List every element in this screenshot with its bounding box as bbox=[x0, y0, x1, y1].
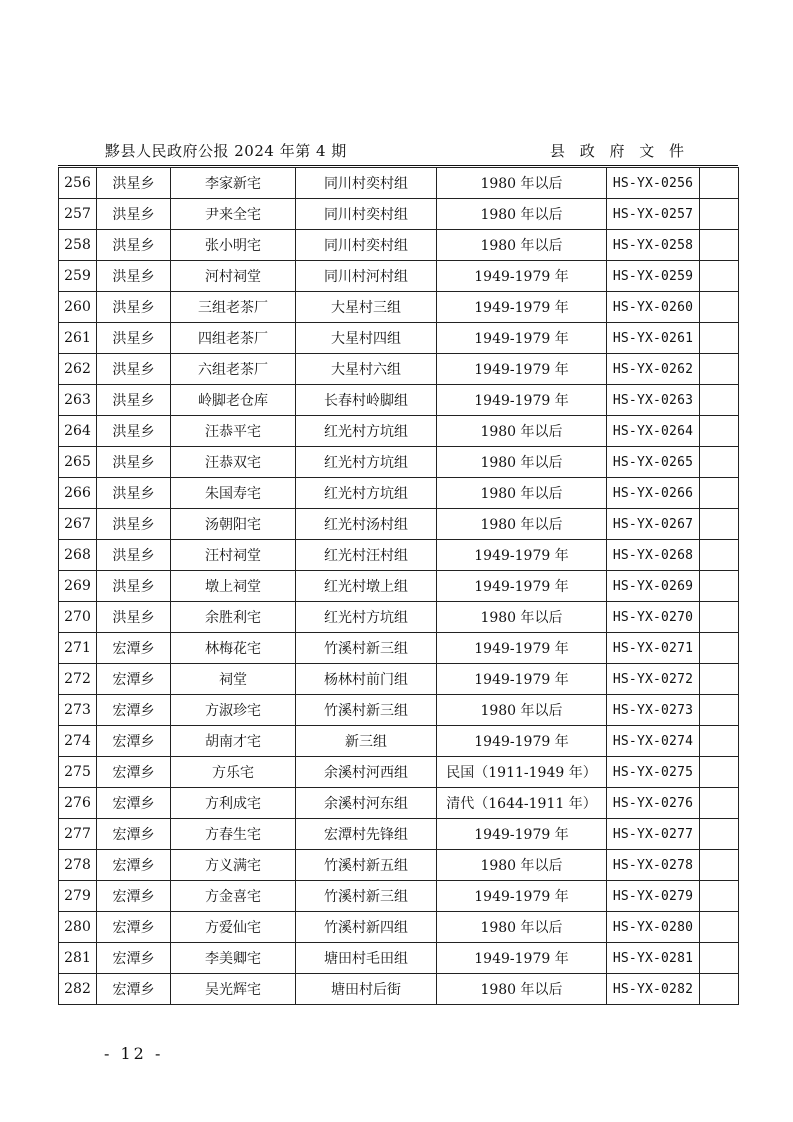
table-row bbox=[59, 571, 739, 602]
remark-cell bbox=[700, 943, 739, 974]
building-name-cell: 三组老茶厂 bbox=[171, 292, 296, 323]
building-name-cell: 朱国寿宅 bbox=[171, 478, 296, 509]
row-number: 259 bbox=[59, 261, 97, 292]
remark-cell bbox=[700, 726, 739, 757]
location-cell: 红光村墩上组 bbox=[296, 571, 437, 602]
code-cell: HS-YX-0267 bbox=[607, 509, 700, 540]
township-cell: 洪星乡 bbox=[97, 385, 171, 416]
location-cell: 红光村方坑组 bbox=[296, 447, 437, 478]
location-cell: 红光村汤村组 bbox=[296, 509, 437, 540]
table-row bbox=[59, 695, 739, 726]
building-name-cell: 汪恭平宅 bbox=[171, 416, 296, 447]
code-cell: HS-YX-0259 bbox=[607, 261, 700, 292]
remark-cell bbox=[700, 757, 739, 788]
row-number: 271 bbox=[59, 633, 97, 664]
row-number: 262 bbox=[59, 354, 97, 385]
building-name-cell: 胡南才宅 bbox=[171, 726, 296, 757]
table-row bbox=[59, 323, 739, 354]
township-cell: 洪星乡 bbox=[97, 168, 171, 199]
row-number: 274 bbox=[59, 726, 97, 757]
row-number: 270 bbox=[59, 602, 97, 633]
table-row bbox=[59, 261, 739, 292]
location-cell: 竹溪村新四组 bbox=[296, 912, 437, 943]
code-cell: HS-YX-0262 bbox=[607, 354, 700, 385]
building-name-cell: 方义满宅 bbox=[171, 850, 296, 881]
remark-cell bbox=[700, 571, 739, 602]
location-cell: 竹溪村新五组 bbox=[296, 850, 437, 881]
location-cell: 大星村六组 bbox=[296, 354, 437, 385]
location-cell: 竹溪村新三组 bbox=[296, 633, 437, 664]
building-name-cell: 墩上祠堂 bbox=[171, 571, 296, 602]
building-name-cell: 汪村祠堂 bbox=[171, 540, 296, 571]
page-header bbox=[105, 140, 689, 162]
building-name-cell: 李家新宅 bbox=[171, 168, 296, 199]
table-row bbox=[59, 447, 739, 478]
remark-cell bbox=[700, 323, 739, 354]
remark-cell bbox=[700, 819, 739, 850]
remark-cell bbox=[700, 385, 739, 416]
period-cell: 1949-1979 年 bbox=[437, 292, 607, 323]
code-cell: HS-YX-0272 bbox=[607, 664, 700, 695]
building-name-cell: 岭脚老仓库 bbox=[171, 385, 296, 416]
period-cell: 1980 年以后 bbox=[437, 478, 607, 509]
section-title: 县 政 府 文 件 bbox=[549, 142, 689, 160]
row-number: 281 bbox=[59, 943, 97, 974]
code-cell: HS-YX-0257 bbox=[607, 199, 700, 230]
remark-cell bbox=[700, 416, 739, 447]
location-cell: 塘田村后街 bbox=[296, 974, 437, 1005]
table-row bbox=[59, 540, 739, 571]
township-cell: 宏潭乡 bbox=[97, 881, 171, 912]
period-cell: 1949-1979 年 bbox=[437, 633, 607, 664]
remark-cell bbox=[700, 912, 739, 943]
table-row bbox=[59, 912, 739, 943]
location-cell: 竹溪村新三组 bbox=[296, 695, 437, 726]
building-name-cell: 河村祠堂 bbox=[171, 261, 296, 292]
remark-cell bbox=[700, 881, 739, 912]
period-cell: 1949-1979 年 bbox=[437, 881, 607, 912]
table-row bbox=[59, 788, 739, 819]
row-number: 280 bbox=[59, 912, 97, 943]
township-cell: 宏潭乡 bbox=[97, 726, 171, 757]
location-cell: 同川村奕村组 bbox=[296, 199, 437, 230]
township-cell: 宏潭乡 bbox=[97, 757, 171, 788]
township-cell: 洪星乡 bbox=[97, 571, 171, 602]
table-row bbox=[59, 354, 739, 385]
period-cell: 1949-1979 年 bbox=[437, 726, 607, 757]
table-row bbox=[59, 819, 739, 850]
code-cell: HS-YX-0274 bbox=[607, 726, 700, 757]
remark-cell bbox=[700, 788, 739, 819]
remark-cell bbox=[700, 261, 739, 292]
header-rule bbox=[58, 165, 738, 166]
row-number: 276 bbox=[59, 788, 97, 819]
table-row bbox=[59, 726, 739, 757]
township-cell: 洪星乡 bbox=[97, 540, 171, 571]
row-number: 282 bbox=[59, 974, 97, 1005]
building-name-cell: 方金喜宅 bbox=[171, 881, 296, 912]
code-cell: HS-YX-0265 bbox=[607, 447, 700, 478]
township-cell: 洪星乡 bbox=[97, 509, 171, 540]
period-cell: 1980 年以后 bbox=[437, 199, 607, 230]
row-number: 264 bbox=[59, 416, 97, 447]
period-cell: 1980 年以后 bbox=[437, 974, 607, 1005]
location-cell: 杨林村前门组 bbox=[296, 664, 437, 695]
code-cell: HS-YX-0269 bbox=[607, 571, 700, 602]
code-cell: HS-YX-0271 bbox=[607, 633, 700, 664]
building-name-cell: 张小明宅 bbox=[171, 230, 296, 261]
location-cell: 长春村岭脚组 bbox=[296, 385, 437, 416]
township-cell: 宏潭乡 bbox=[97, 974, 171, 1005]
row-number: 266 bbox=[59, 478, 97, 509]
code-cell: HS-YX-0268 bbox=[607, 540, 700, 571]
remark-cell bbox=[700, 292, 739, 323]
building-name-cell: 汤朝阳宅 bbox=[171, 509, 296, 540]
period-cell: 1980 年以后 bbox=[437, 695, 607, 726]
period-cell: 1980 年以后 bbox=[437, 447, 607, 478]
location-cell: 余溪村河东组 bbox=[296, 788, 437, 819]
code-cell: HS-YX-0270 bbox=[607, 602, 700, 633]
township-cell: 宏潭乡 bbox=[97, 819, 171, 850]
period-cell: 1980 年以后 bbox=[437, 230, 607, 261]
code-cell: HS-YX-0282 bbox=[607, 974, 700, 1005]
township-cell: 洪星乡 bbox=[97, 416, 171, 447]
code-cell: HS-YX-0277 bbox=[607, 819, 700, 850]
table-row bbox=[59, 292, 739, 323]
remark-cell bbox=[700, 602, 739, 633]
code-cell: HS-YX-0260 bbox=[607, 292, 700, 323]
period-cell: 1949-1979 年 bbox=[437, 540, 607, 571]
code-cell: HS-YX-0266 bbox=[607, 478, 700, 509]
building-name-cell: 方淑珍宅 bbox=[171, 695, 296, 726]
township-cell: 洪星乡 bbox=[97, 261, 171, 292]
row-number: 268 bbox=[59, 540, 97, 571]
row-number: 279 bbox=[59, 881, 97, 912]
period-cell: 1949-1979 年 bbox=[437, 354, 607, 385]
period-cell: 1980 年以后 bbox=[437, 168, 607, 199]
remark-cell bbox=[700, 633, 739, 664]
building-name-cell: 方利成宅 bbox=[171, 788, 296, 819]
township-cell: 宏潭乡 bbox=[97, 695, 171, 726]
period-cell: 1949-1979 年 bbox=[437, 385, 607, 416]
code-cell: HS-YX-0275 bbox=[607, 757, 700, 788]
township-cell: 宏潭乡 bbox=[97, 912, 171, 943]
row-number: 263 bbox=[59, 385, 97, 416]
period-cell: 1980 年以后 bbox=[437, 416, 607, 447]
table-row bbox=[59, 199, 739, 230]
remark-cell bbox=[700, 664, 739, 695]
table-row bbox=[59, 881, 739, 912]
remark-cell bbox=[700, 230, 739, 261]
township-cell: 洪星乡 bbox=[97, 447, 171, 478]
township-cell: 宏潭乡 bbox=[97, 664, 171, 695]
table-row bbox=[59, 416, 739, 447]
code-cell: HS-YX-0263 bbox=[607, 385, 700, 416]
code-cell: HS-YX-0261 bbox=[607, 323, 700, 354]
building-name-cell: 四组老茶厂 bbox=[171, 323, 296, 354]
row-number: 272 bbox=[59, 664, 97, 695]
building-name-cell: 李美卿宅 bbox=[171, 943, 296, 974]
location-cell: 红光村方坑组 bbox=[296, 416, 437, 447]
period-cell: 1949-1979 年 bbox=[437, 323, 607, 354]
table-row bbox=[59, 757, 739, 788]
remark-cell bbox=[700, 354, 739, 385]
table-row bbox=[59, 509, 739, 540]
row-number: 258 bbox=[59, 230, 97, 261]
period-cell: 1980 年以后 bbox=[437, 850, 607, 881]
township-cell: 洪星乡 bbox=[97, 602, 171, 633]
remark-cell bbox=[700, 447, 739, 478]
period-cell: 1949-1979 年 bbox=[437, 819, 607, 850]
code-cell: HS-YX-0280 bbox=[607, 912, 700, 943]
building-name-cell: 汪恭双宅 bbox=[171, 447, 296, 478]
location-cell: 大星村三组 bbox=[296, 292, 437, 323]
row-number: 275 bbox=[59, 757, 97, 788]
location-cell: 同川村奕村组 bbox=[296, 230, 437, 261]
township-cell: 宏潭乡 bbox=[97, 633, 171, 664]
remark-cell bbox=[700, 695, 739, 726]
row-number: 261 bbox=[59, 323, 97, 354]
township-cell: 宏潭乡 bbox=[97, 943, 171, 974]
building-name-cell: 六组老茶厂 bbox=[171, 354, 296, 385]
remark-cell bbox=[700, 478, 739, 509]
township-cell: 洪星乡 bbox=[97, 199, 171, 230]
location-cell: 红光村汪村组 bbox=[296, 540, 437, 571]
remark-cell bbox=[700, 199, 739, 230]
building-name-cell: 余胜利宅 bbox=[171, 602, 296, 633]
building-name-cell: 林梅花宅 bbox=[171, 633, 296, 664]
location-cell: 宏潭村先锋组 bbox=[296, 819, 437, 850]
location-cell: 同川村河村组 bbox=[296, 261, 437, 292]
row-number: 278 bbox=[59, 850, 97, 881]
period-cell: 1980 年以后 bbox=[437, 912, 607, 943]
code-cell: HS-YX-0279 bbox=[607, 881, 700, 912]
heritage-inventory-table bbox=[58, 167, 739, 1005]
remark-cell bbox=[700, 974, 739, 1005]
code-cell: HS-YX-0278 bbox=[607, 850, 700, 881]
period-cell: 1949-1979 年 bbox=[437, 261, 607, 292]
location-cell: 红光村方坑组 bbox=[296, 602, 437, 633]
table-row bbox=[59, 974, 739, 1005]
gazette-title: 黟县人民政府公报 2024 年第 4 期 bbox=[105, 142, 347, 160]
location-cell: 同川村奕村组 bbox=[296, 168, 437, 199]
table-row bbox=[59, 943, 739, 974]
period-cell: 1949-1979 年 bbox=[437, 664, 607, 695]
location-cell: 新三组 bbox=[296, 726, 437, 757]
remark-cell bbox=[700, 850, 739, 881]
location-cell: 竹溪村新三组 bbox=[296, 881, 437, 912]
township-cell: 宏潭乡 bbox=[97, 788, 171, 819]
period-cell: 1980 年以后 bbox=[437, 509, 607, 540]
building-name-cell: 方春生宅 bbox=[171, 819, 296, 850]
period-cell: 1949-1979 年 bbox=[437, 571, 607, 602]
building-name-cell: 祠堂 bbox=[171, 664, 296, 695]
code-cell: HS-YX-0273 bbox=[607, 695, 700, 726]
code-cell: HS-YX-0264 bbox=[607, 416, 700, 447]
location-cell: 塘田村毛田组 bbox=[296, 943, 437, 974]
building-name-cell: 方乐宅 bbox=[171, 757, 296, 788]
row-number: 273 bbox=[59, 695, 97, 726]
period-cell: 清代（1644-1911 年） bbox=[437, 788, 607, 819]
table-row bbox=[59, 230, 739, 261]
township-cell: 洪星乡 bbox=[97, 323, 171, 354]
table-row bbox=[59, 602, 739, 633]
row-number: 277 bbox=[59, 819, 97, 850]
remark-cell bbox=[700, 509, 739, 540]
location-cell: 余溪村河西组 bbox=[296, 757, 437, 788]
township-cell: 洪星乡 bbox=[97, 478, 171, 509]
remark-cell bbox=[700, 168, 739, 199]
table-row bbox=[59, 478, 739, 509]
table-row bbox=[59, 664, 739, 695]
township-cell: 宏潭乡 bbox=[97, 850, 171, 881]
table-row bbox=[59, 385, 739, 416]
building-name-cell: 吴光辉宅 bbox=[171, 974, 296, 1005]
township-cell: 洪星乡 bbox=[97, 354, 171, 385]
row-number: 260 bbox=[59, 292, 97, 323]
location-cell: 红光村方坑组 bbox=[296, 478, 437, 509]
location-cell: 大星村四组 bbox=[296, 323, 437, 354]
row-number: 265 bbox=[59, 447, 97, 478]
remark-cell bbox=[700, 540, 739, 571]
township-cell: 洪星乡 bbox=[97, 292, 171, 323]
period-cell: 民国（1911-1949 年） bbox=[437, 757, 607, 788]
building-name-cell: 方爱仙宅 bbox=[171, 912, 296, 943]
table-row bbox=[59, 850, 739, 881]
row-number: 256 bbox=[59, 168, 97, 199]
table-row bbox=[59, 633, 739, 664]
code-cell: HS-YX-0276 bbox=[607, 788, 700, 819]
row-number: 257 bbox=[59, 199, 97, 230]
table-row bbox=[59, 168, 739, 199]
code-cell: HS-YX-0281 bbox=[607, 943, 700, 974]
building-name-cell: 尹来全宅 bbox=[171, 199, 296, 230]
row-number: 267 bbox=[59, 509, 97, 540]
code-cell: HS-YX-0256 bbox=[607, 168, 700, 199]
row-number: 269 bbox=[59, 571, 97, 602]
township-cell: 洪星乡 bbox=[97, 230, 171, 261]
table-body bbox=[59, 168, 739, 1005]
page-number: - 12 - bbox=[104, 1044, 164, 1063]
period-cell: 1949-1979 年 bbox=[437, 943, 607, 974]
period-cell: 1980 年以后 bbox=[437, 602, 607, 633]
code-cell: HS-YX-0258 bbox=[607, 230, 700, 261]
